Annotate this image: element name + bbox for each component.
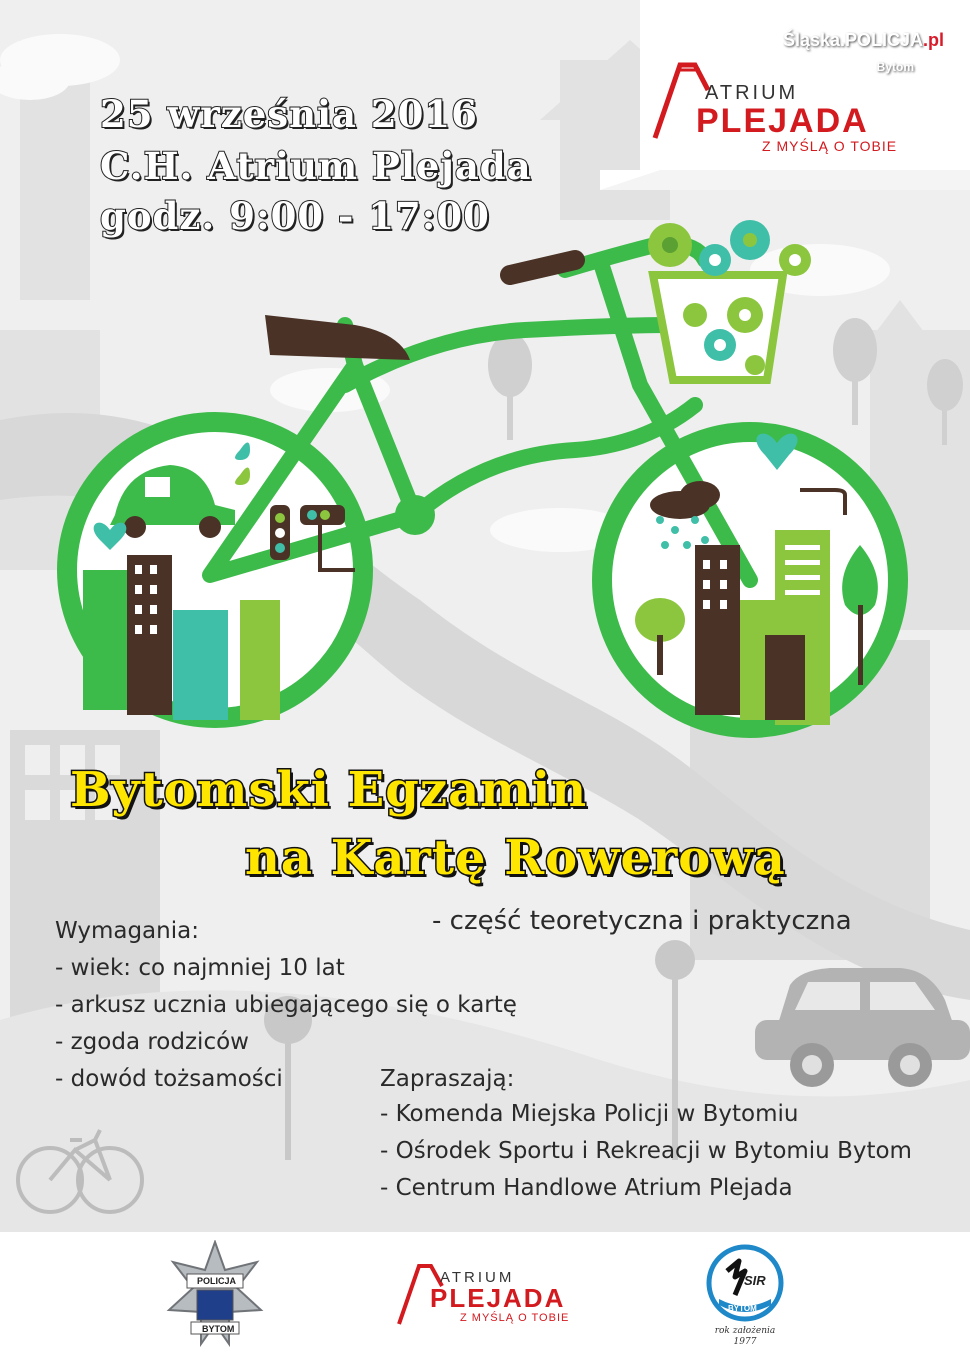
footer-atrium-text: ATRIUM bbox=[440, 1269, 515, 1286]
site-watermark: Śląska.POLICJA.pl bbox=[782, 30, 944, 50]
requirement-item: - dowód tożsamości bbox=[55, 1066, 283, 1092]
police-badge-bottom: BYTOM bbox=[202, 1324, 235, 1334]
footer-atrium-tagline: Z MYŚLĄ O TOBIE bbox=[460, 1312, 570, 1324]
event-date: 25 września 2016 bbox=[100, 92, 478, 136]
title-line-2: na Kartę Rowerową bbox=[245, 830, 786, 886]
invite-heading: Zapraszają: bbox=[380, 1066, 515, 1092]
subtitle: - część teoretyczna i praktyczna bbox=[432, 906, 852, 936]
requirement-item: - wiek: co najmniej 10 lat bbox=[55, 955, 345, 981]
title-line-1: Bytomski Egzamin bbox=[70, 762, 588, 818]
osir-logo-text: SIR bbox=[744, 1273, 766, 1288]
bicycle-icon bbox=[55, 215, 925, 755]
event-venue: C.H. Atrium Plejada bbox=[100, 144, 532, 188]
event-hours: godz. 9:00 - 17:00 bbox=[100, 194, 490, 238]
osir-name: BYTOM bbox=[728, 1304, 757, 1313]
osir-founded: rok założenia bbox=[714, 1326, 776, 1336]
invite-item: - Komenda Miejska Policji w Bytomiu bbox=[380, 1101, 799, 1127]
footer-plejada-text: PLEJADA bbox=[430, 1283, 566, 1313]
atrium-logo-text: ATRIUM bbox=[705, 82, 799, 104]
invite-item: - Centrum Handlowe Atrium Plejada bbox=[380, 1175, 793, 1201]
invite-item: - Ośrodek Sportu i Rekreacji w Bytomiu Bytom bbox=[380, 1138, 912, 1164]
atrium-tagline: Z MYŚLĄ O TOBIE bbox=[762, 138, 898, 154]
requirement-item: - zgoda rodziców bbox=[55, 1029, 249, 1055]
unit-watermark: Bytom bbox=[876, 60, 914, 74]
osir-year: 1977 bbox=[733, 1337, 757, 1347]
requirements-heading: Wymagania: bbox=[55, 918, 199, 944]
requirement-item: - arkusz ucznia ubiegającego się o kartę bbox=[55, 992, 517, 1018]
police-badge-top: POLICJA bbox=[197, 1276, 237, 1286]
plejada-logo-text: PLEJADA bbox=[696, 102, 869, 140]
